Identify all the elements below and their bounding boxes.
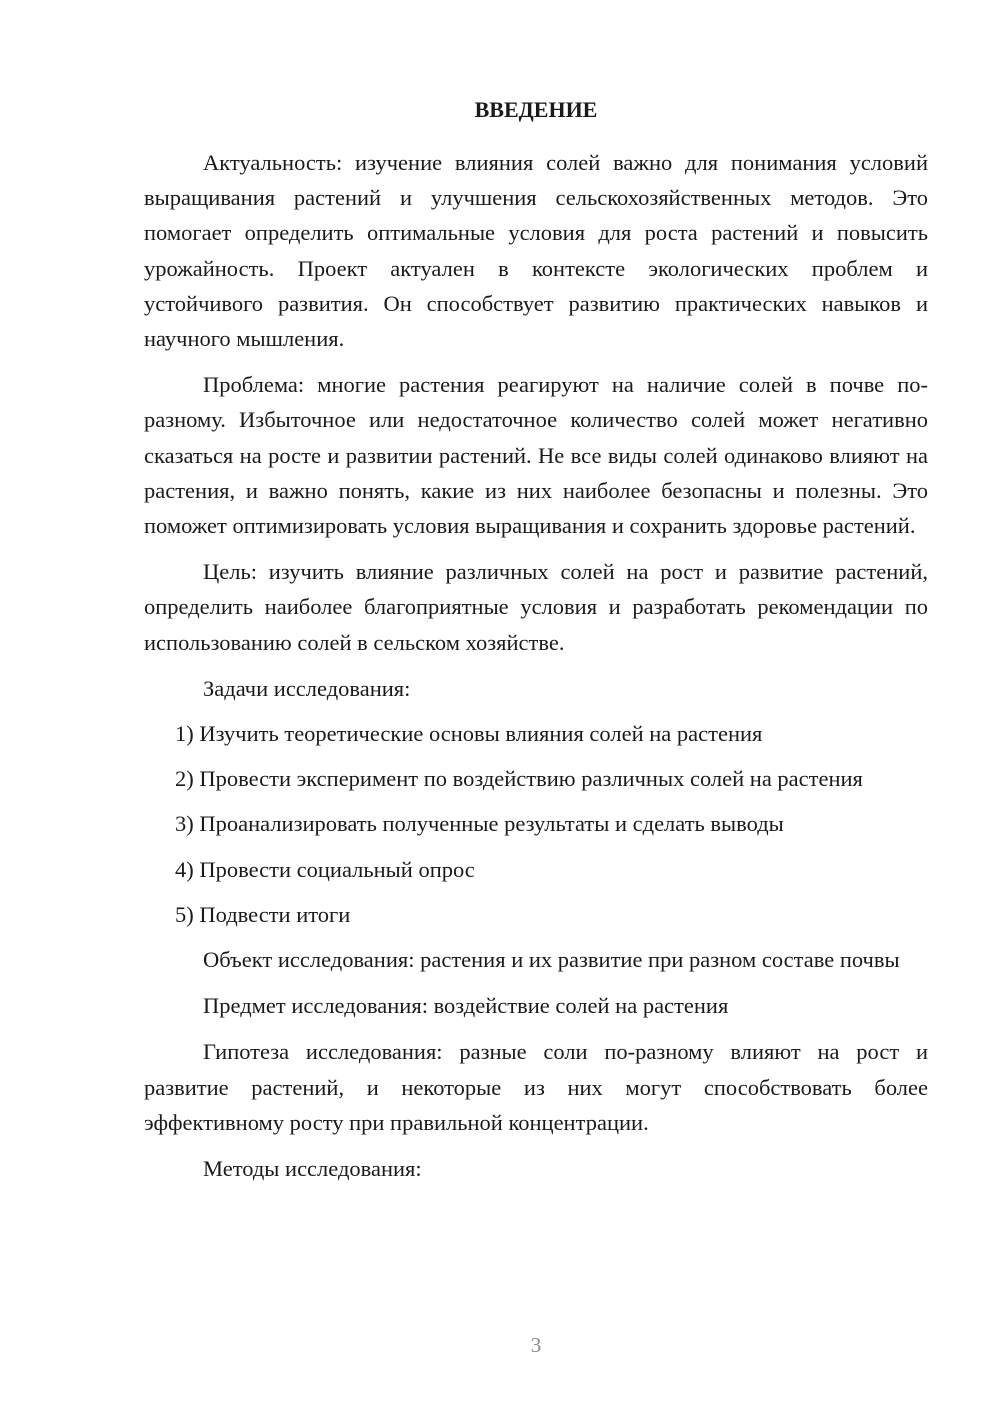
tasks-title: Задачи исследования: [203,675,411,701]
problem-paragraph: Проблема: многие растения реагируют на наличие солей в почве по-разному. Избыточное или недостаточное количество солей может негативно сказаться на росте и развитии растений. Не все виды солей одинаково влияют на растения, и важно понять, какие из них наиболее безопасны и полезны. Это поможет оптимизировать условия выращивания и сохранить здоровье растений. [144,372,928,539]
document-page [144,92,928,1196]
object-paragraph: Объект исследования: растения и их развитие при разном составе почвы [203,947,900,973]
hypothesis-paragraph: Гипотеза исследования: разные соли по-разному влияют на рост и развитие растений, и некоторые из них могут способствовать более эффективному росту при правильной концентрации. [144,1039,928,1135]
goal-paragraph: Цель: изучить влияние различных солей на рост и развитие растений, определить наиболее благоприятные условия и разработать рекомендации по использованию солей в сельском хозяйстве. [144,559,928,655]
task-item-2: 2) Провести эксперимент по воздействию различных солей на растения [175,766,863,792]
section-heading: ВВЕДЕНИЕ [474,97,598,122]
task-item-4: 4) Провести социальный опрос [175,856,475,882]
task-item-3: 3) Проанализировать полученные результаты и сделать выводы [175,811,784,837]
page-number: 3 [530,1333,542,1357]
task-item-5: 5) Подвести итоги [175,901,351,927]
methods-title: Методы исследования: [203,1156,422,1182]
task-item-1: 1) Изучить теоретические основы влияния солей на растения [175,721,763,747]
subject-paragraph: Предмет исследования: воздействие солей на растения [203,993,729,1019]
relevance-paragraph: Актуальность: изучение влияния солей важно для понимания условий выращивания растений и улучшения сельскохозяйственных методов. Это помогает определить оптимальные условия для роста растений и повысить урожайность. Проект актуален в контексте экологических проблем и устойчивого развития. Он способствует развитию практических навыков и научного мышления. [144,150,928,352]
